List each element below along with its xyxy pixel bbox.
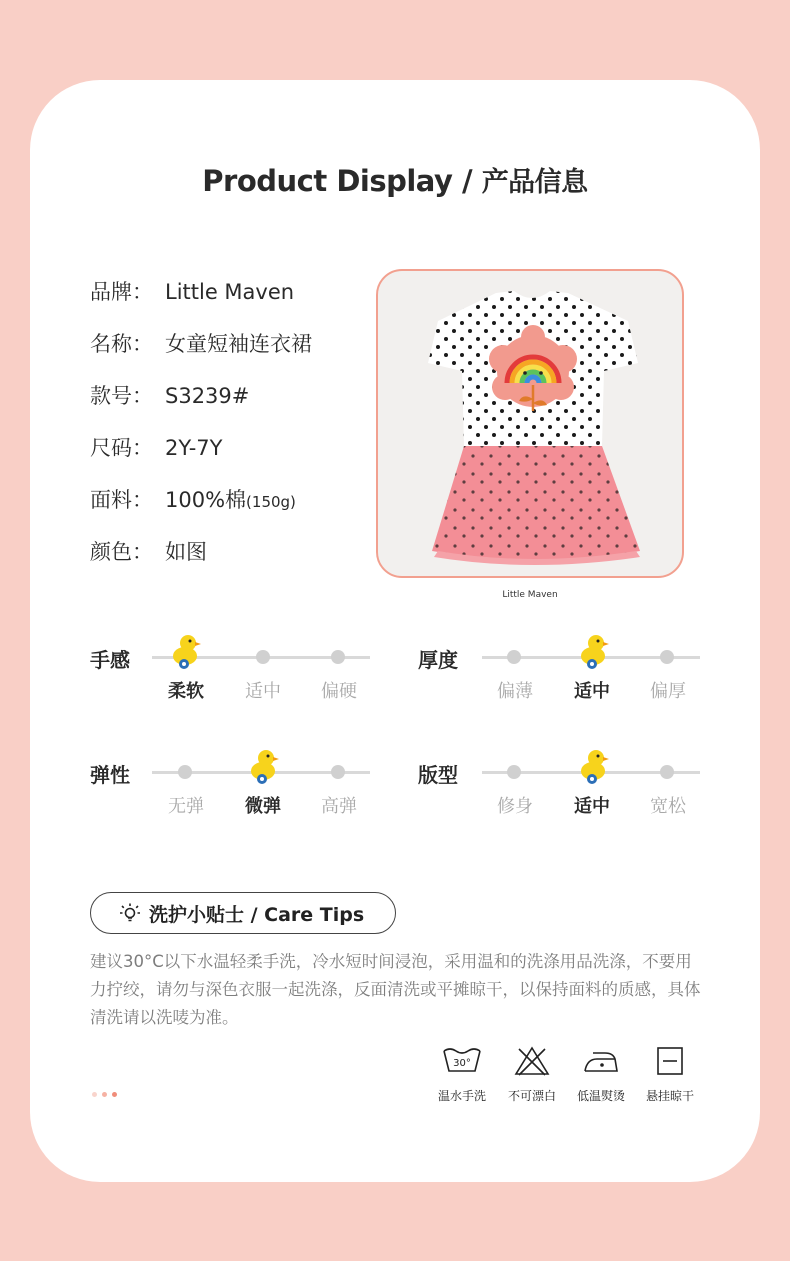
spec-label: 颜色： <box>90 540 153 564</box>
scale-dot <box>331 765 345 779</box>
scale-option: 修身 <box>497 796 533 817</box>
scale-option: 微弹 <box>245 796 281 817</box>
scale-dot <box>256 650 270 664</box>
scale-option: 无弹 <box>168 796 204 817</box>
care-hand-wash <box>427 1045 497 1104</box>
spec-label: 名称： <box>90 332 153 356</box>
scale-option: 高弹 <box>321 796 357 817</box>
duck-marker-icon <box>576 632 610 670</box>
page-indicator-dots <box>92 1092 117 1097</box>
scale-label-thickness: 厚度 <box>418 648 458 672</box>
care-hang-dry <box>635 1045 705 1104</box>
scale-dot <box>660 765 674 779</box>
scale-option: 适中 <box>574 681 610 702</box>
dress-illustration <box>378 271 684 578</box>
scale-dot <box>660 650 674 664</box>
spec-brand <box>90 276 294 306</box>
title-separator: / <box>452 164 482 198</box>
spec-name <box>90 328 312 358</box>
spec-value: 女童短袖连衣裙 <box>165 332 312 356</box>
photo-caption: Little Maven <box>502 590 558 600</box>
spec-extra: (150g) <box>246 493 296 511</box>
care-no-bleach <box>497 1045 567 1104</box>
care-tips-pill <box>90 892 396 934</box>
duck-marker-icon <box>576 747 610 785</box>
spec-fabric <box>90 484 296 514</box>
low-iron-icon <box>581 1045 621 1077</box>
care-tips-label: 洗护小贴士 / Care Tips <box>149 903 365 926</box>
page-title <box>0 160 790 199</box>
duck-marker-icon <box>246 747 280 785</box>
hang-dry-icon <box>650 1045 690 1077</box>
care-icon-label: 悬挂晾干 <box>645 1089 694 1103</box>
scale-dot <box>178 765 192 779</box>
dress-photo <box>376 269 684 578</box>
scale-dot <box>507 765 521 779</box>
scale-option: 适中 <box>245 681 281 702</box>
care-icon-label: 低温熨烫 <box>576 1089 625 1103</box>
scale-label-hand-feel: 手感 <box>90 648 130 672</box>
hand-wash-icon <box>442 1045 482 1077</box>
indicator-dot <box>112 1092 117 1097</box>
spec-value: 2Y-7Y <box>165 436 223 460</box>
spec-style-no <box>90 380 249 410</box>
spec-label: 款号： <box>90 384 153 408</box>
care-low-iron <box>566 1045 636 1104</box>
wash-temp-text: 30° <box>453 1058 471 1069</box>
spec-label: 品牌： <box>90 280 153 304</box>
spec-size <box>90 432 222 462</box>
scale-label-fit: 版型 <box>418 763 458 787</box>
spec-value: 如图 <box>165 540 207 564</box>
spec-value: 100%棉 <box>165 488 247 512</box>
indicator-dot <box>92 1092 97 1097</box>
spec-label: 面料： <box>90 488 153 512</box>
duck-marker-icon <box>168 632 202 670</box>
scale-label-elasticity: 弹性 <box>90 763 130 787</box>
spec-value: S3239# <box>165 384 250 408</box>
spec-color <box>90 536 207 566</box>
title-en: Product Display <box>202 164 453 198</box>
care-icon-label: 温水手洗 <box>437 1089 486 1103</box>
no-bleach-icon <box>512 1045 552 1077</box>
spec-label: 尺码： <box>90 436 153 460</box>
care-instructions: 建议30°C以下水温轻柔手洗，冷水短时间浸泡，采用温和的洗涤用品洗涤，不要用力拧绞，请勿与深色衣服一起洗涤，反面清洗或平摊晾干，以保持面料的质感，具体清洗请以洗唛为准。 <box>90 952 701 1027</box>
spec-value: Little Maven <box>165 280 295 304</box>
scale-option: 偏硬 <box>321 681 357 702</box>
scale-option: 偏厚 <box>650 681 686 702</box>
scale-option: 适中 <box>574 796 610 817</box>
scale-option: 柔软 <box>168 681 204 702</box>
scale-option: 宽松 <box>650 796 686 817</box>
scale-dot <box>331 650 345 664</box>
scale-option: 偏薄 <box>497 681 533 702</box>
title-cn: 产品信息 <box>481 167 588 198</box>
indicator-dot <box>102 1092 107 1097</box>
scale-dot <box>507 650 521 664</box>
lightbulb-icon <box>119 902 141 924</box>
care-icon-label: 不可漂白 <box>507 1089 556 1103</box>
